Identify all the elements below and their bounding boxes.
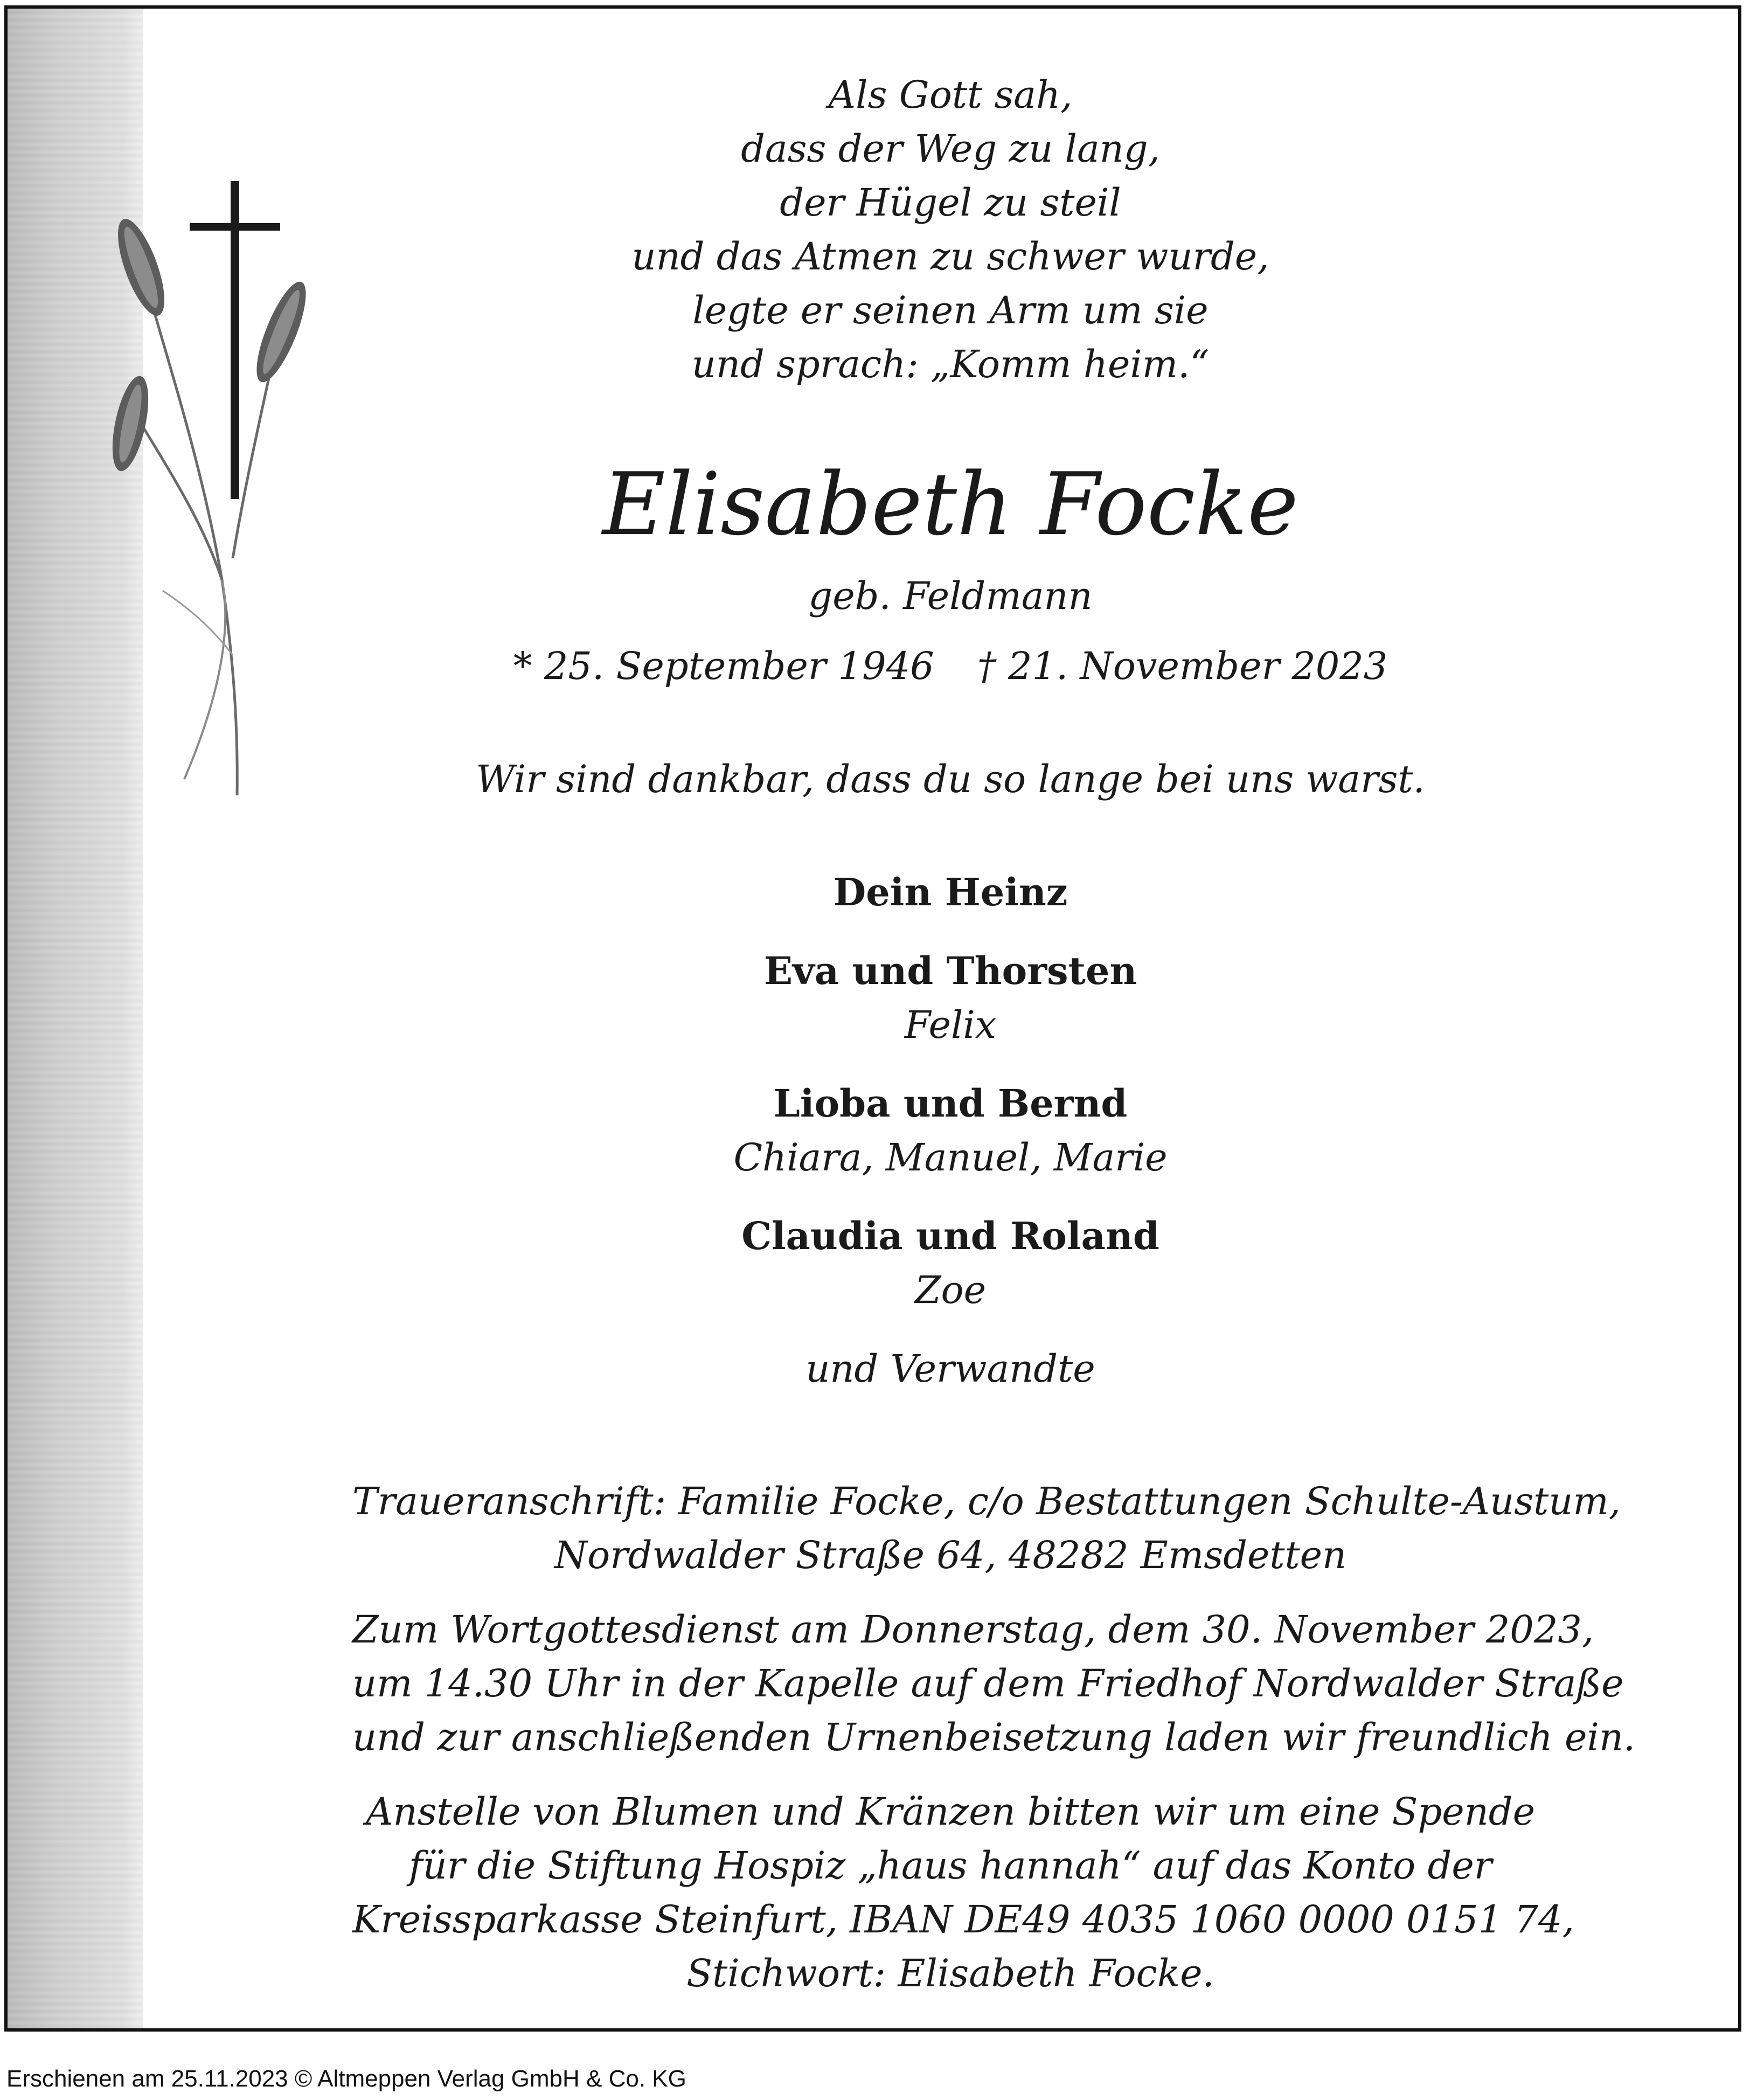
donation-line: Stichwort: Elisabeth Focke. — [686, 1951, 1214, 1995]
mourner-group — [352, 1077, 1548, 1184]
obituary-frame — [4, 5, 1741, 2032]
mourner-group — [352, 1209, 1548, 1317]
service-line: um 14.30 Uhr in der Kapelle auf dem Friedhof Nordwalder Straße — [352, 1661, 1624, 1706]
mourner-group-children: Zoe — [914, 1268, 987, 1312]
mourner-group-head: Lioba und Bernd — [773, 1081, 1128, 1126]
poem-line: und sprach: „Komm heim.“ — [691, 342, 1210, 386]
mourner-group-children: Chiara, Manuel, Marie — [733, 1135, 1168, 1180]
poem-line: legte er seinen Arm um sie — [692, 288, 1209, 332]
cross-with-wheat-icon — [55, 170, 335, 817]
birth-name: geb. Feldmann — [808, 574, 1093, 618]
life-dates — [352, 639, 1548, 693]
birth-date: * 25. September 1946 — [513, 644, 934, 688]
mourner-group-head: Eva und Thorsten — [763, 948, 1137, 993]
service-line: und zur anschließenden Urnenbeisetzung laden wir freundlich ein. — [352, 1715, 1636, 1759]
donation-line: Kreissparkasse Steinfurt, IBAN DE49 4035 1060 0000 0151 74, — [352, 1897, 1574, 1942]
mourner-group — [352, 944, 1548, 1052]
donation-line: Anstelle von Blumen und Kränzen bitten wir um eine Spende — [365, 1790, 1536, 1834]
thanks-line: Wir sind dankbar, dass du so lange bei uns warst. — [476, 757, 1425, 801]
death-date: † 21. November 2023 — [977, 644, 1388, 688]
service-notice — [352, 1603, 1636, 1764]
address-line: Traueranschrift: Familie Focke, c/o Bestattungen Schulte-Austum, — [352, 1479, 1621, 1523]
notices — [352, 1474, 1636, 2021]
mourner-group — [352, 865, 1548, 919]
address-line: Nordwalder Straße 64, 48282 Emsdetten — [554, 1533, 1347, 1577]
mourner-group-children: Felix — [904, 1003, 997, 1047]
poem-line: der Hügel zu steil — [780, 181, 1121, 225]
poem — [352, 68, 1548, 391]
poem-line: und das Atmen zu schwer wurde, — [631, 234, 1269, 279]
publication-footer: Erschienen am 25.11.2023 © Altmeppen Verlag GmbH & Co. KG — [6, 2066, 686, 2092]
deceased-name: Elisabeth Focke — [602, 454, 1298, 555]
mourning-address — [352, 1474, 1621, 1582]
poem-line: dass der Weg zu lang, — [741, 127, 1160, 171]
donation-line: für die Stiftung Hospiz „haus hannah“ auf das Konto der — [408, 1843, 1492, 1888]
poem-line: Als Gott sah, — [828, 73, 1073, 117]
mourners-list — [352, 865, 1548, 1396]
mourner-group-head: Dein Heinz — [833, 870, 1068, 914]
relatives-line: und Verwandte — [805, 1347, 1095, 1391]
service-line: Zum Wortgottesdienst am Donnerstag, dem 30. November 2023, — [352, 1607, 1594, 1652]
donation-notice — [352, 1785, 1574, 2000]
mourner-group-head: Claudia und Roland — [741, 1214, 1159, 1258]
